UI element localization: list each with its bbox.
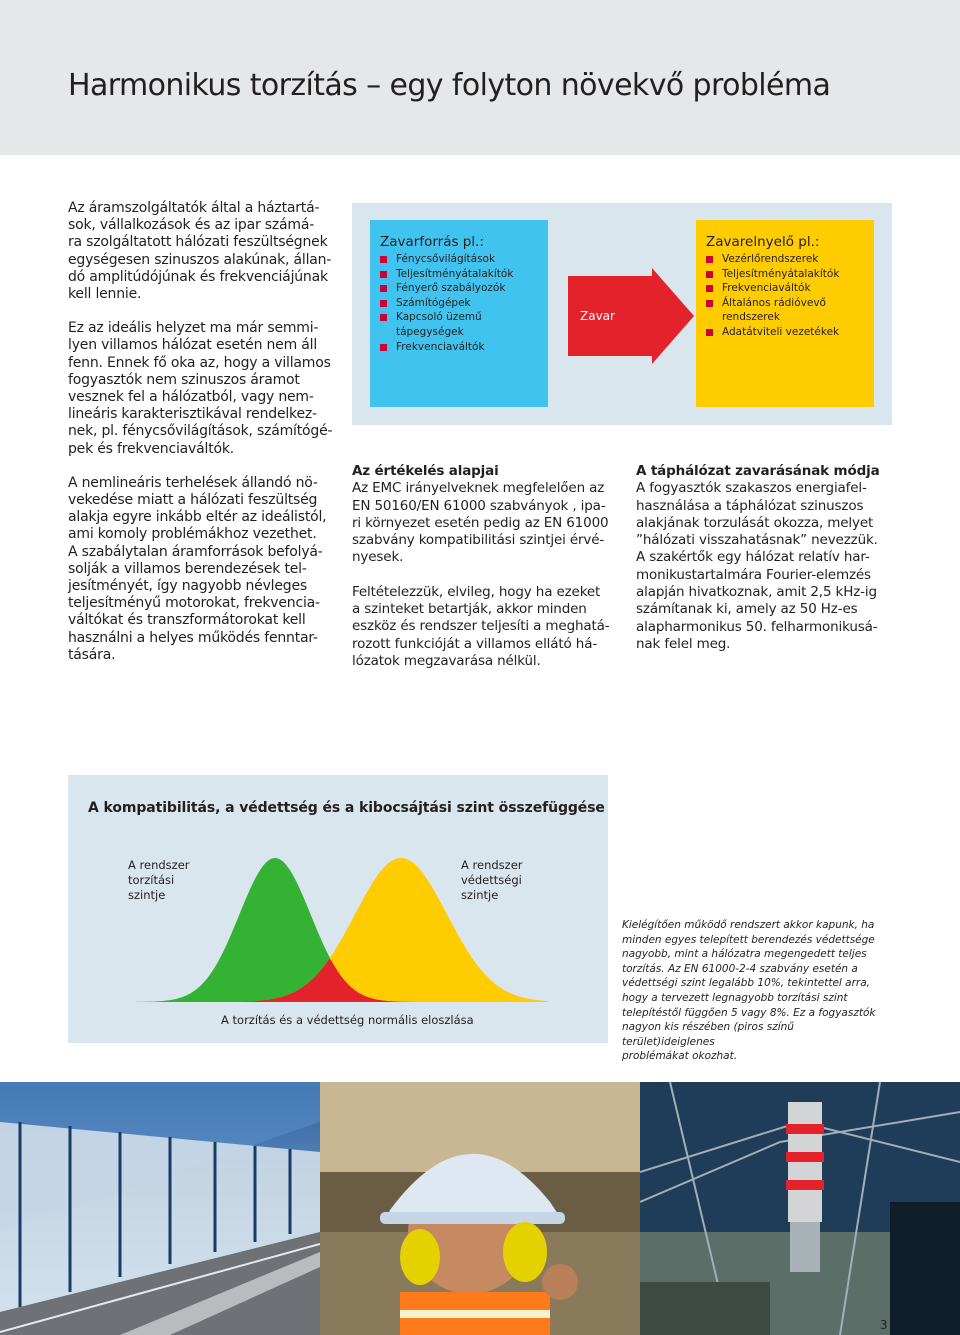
note-line: Kielégítően működő rendszert akkor kapunk, ha (622, 919, 875, 931)
square-bullet-icon (380, 256, 387, 263)
text-line: nak felel meg. (636, 635, 731, 652)
text-line: lyen villamos hálózat esetén nem áll (68, 337, 318, 354)
text-line: A fogyasztók szakaszos energiafel- (636, 480, 867, 497)
list-item (380, 281, 538, 296)
list-item-label: Teljesítményátalakítók (722, 267, 840, 280)
network-disturbance-heading: A táphálózat zavarásának módja (636, 463, 880, 479)
text-line: nyesek. (352, 549, 404, 566)
disturbance-source-list (380, 252, 538, 354)
note-line: hogy a tervezett legnagyobb torzítási szint (622, 991, 848, 1004)
text-line: Ez az ideális helyzet ma már semmi- (68, 320, 319, 337)
text-line: eszköz és rendszer teljesíti a meghatá- (352, 618, 610, 635)
disturbance-arrow-label: Zavar (580, 309, 615, 323)
square-bullet-icon (706, 300, 713, 307)
text-line: váltókat és transzformátorokat kell (68, 612, 306, 629)
evaluation-heading: Az értékelés alapjai (352, 463, 499, 479)
electrical-equipment-photo (640, 1082, 960, 1335)
text-line: ”hálózati visszahatásnak” nevezzük. (636, 532, 878, 549)
text-line: nek, pl. fénycsővilágítások, számítógé- (68, 423, 333, 440)
text-line: A szakértők egy hálózat relatív har- (636, 549, 870, 566)
list-item-label: Frekvenciaváltók (396, 340, 485, 353)
middle-column (352, 463, 617, 687)
text-line: lineáris karakterisztikával rendelkez- (68, 406, 317, 423)
disturbance-victim-title: Zavarelnyelő pl.: (706, 234, 820, 250)
text-line: alapharmonikus 50. felharmonikusá- (636, 618, 878, 635)
right-column (636, 463, 886, 653)
text-line: EN 50160/EN 61000 szabványok , ipa- (352, 497, 606, 514)
list-item-label: Fényerő szabályozók (396, 282, 506, 295)
text-line: solják a villamos berendezések tel- (68, 560, 307, 577)
text-line: pek és frekvenciaváltók. (68, 440, 235, 457)
text-line: lózatok megzavarása nélkül. (352, 652, 541, 669)
square-bullet-icon (706, 256, 713, 263)
note-line: problémákat okozhat. (622, 1050, 738, 1063)
list-item-label: Kapcsoló üzemű tápegységek (396, 311, 482, 338)
series-label-line: védettségi (461, 873, 522, 887)
network-disturbance-paragraph (636, 480, 886, 653)
square-bullet-icon (380, 300, 387, 307)
square-bullet-icon (380, 344, 387, 351)
compatibility-note (622, 918, 880, 1064)
list-item-label: Fénycsővilágítások (396, 253, 496, 265)
compatibility-chart-title: A kompatibilitás, a védettség és a kibocsájtási szint összefüggése (88, 800, 605, 816)
list-item (706, 252, 864, 267)
note-line: minden egyes telepített berendezés védettsége (622, 933, 875, 946)
list-item-label: Adatátviteli vezetékek (722, 325, 840, 338)
text-line: használni a helyes működés fenntar- (68, 629, 318, 646)
note-line: torzítás. Az EN 61000-2-4 szabvány esetén a (622, 962, 858, 975)
distribution-chart (68, 830, 608, 1010)
list-item (706, 325, 864, 340)
disturbance-source-box (370, 220, 548, 407)
page-number: 3 (880, 1318, 888, 1332)
distribution-caption: A torzítás és a védettség normális eloszlása (221, 1013, 474, 1027)
text-line: fogyasztók nem szinuszos áramot (68, 371, 300, 388)
text-line: alakja egyre inkább eltér az ideálistól, (68, 509, 327, 526)
left-paragraph-3 (68, 475, 340, 664)
worker-hardhat-photo (320, 1082, 640, 1335)
series-label-line: A rendszer (461, 858, 523, 872)
list-item (380, 340, 538, 355)
text-line: szabvány kompatibilitási szintjei érvé- (352, 532, 605, 549)
list-item-label: Teljesítményátalakítók (396, 267, 514, 280)
text-line: rozott funkcióját a villamos ellátó há- (352, 635, 598, 652)
disturbance-victim-list (706, 252, 864, 340)
page-title: Harmonikus torzítás – egy folyton növekvő probléma (68, 68, 831, 103)
note-line: nagyobb, mint a hálózatra megengedett teljes (622, 948, 867, 961)
list-item (706, 267, 864, 282)
text-line: alakjának torzulását okozza, melyet (636, 514, 874, 531)
list-item (380, 267, 538, 282)
text-line: dó amplitúdójúnak és frekvenciájúnak (68, 268, 328, 285)
text-line: ami komoly problémákhoz vezethet. (68, 526, 317, 543)
square-bullet-icon (380, 271, 387, 278)
square-bullet-icon (706, 285, 713, 292)
square-bullet-icon (706, 329, 713, 336)
text-line: tására. (68, 646, 116, 663)
list-item-label: Számítógépek (396, 296, 471, 309)
text-line: teljesítményű motorokat, frekvencia- (68, 595, 320, 612)
list-item (380, 310, 538, 339)
text-line: vekedése miatt a hálózati feszültség (68, 492, 318, 509)
square-bullet-icon (380, 285, 387, 292)
text-line: A nemlineáris terhelések állandó nö- (68, 474, 318, 491)
square-bullet-icon (706, 271, 713, 278)
list-item (706, 281, 864, 296)
text-line: ra szolgáltatott hálózati feszültségnek (68, 234, 328, 251)
text-line: Az áramszolgáltatók által a háztartá- (68, 200, 320, 216)
note-line: nagyon kis részében (piros színű terület)ideiglenes (622, 1021, 794, 1048)
text-line: Az EMC irányelveknek megfelelően az (352, 480, 605, 497)
left-paragraph-1 (68, 200, 340, 303)
text-line: a szinteket betartják, akkor minden (352, 601, 587, 618)
series-label-line: szintje (461, 888, 499, 902)
left-column (68, 200, 340, 681)
text-line: A szabálytalan áramforrások befolyá- (68, 543, 323, 560)
series-label-line: torzítási (128, 873, 175, 887)
text-line: alapján hivatkoznak, amit 2,5 kHz-ig (636, 584, 877, 601)
photo-strip (0, 1082, 960, 1335)
immunity-series-label (461, 858, 523, 903)
list-item-label: Általános rádióvevő rendszerek (722, 296, 826, 324)
evaluation-paragraph-1 (352, 480, 617, 566)
text-line: Feltételezzük, elvileg, hogy ha ezeket (352, 583, 601, 600)
list-item (380, 296, 538, 311)
text-line: számítanak ki, amely az 50 Hz-es (636, 601, 858, 618)
note-line: védettségi szint legalább 10%, tekintettel arra, (622, 977, 870, 990)
left-paragraph-2 (68, 320, 340, 458)
evaluation-paragraph-2 (352, 584, 617, 670)
list-item-label: Vezérlőrendszerek (722, 253, 819, 265)
text-line: monikustartalmára Fourier-elemzés (636, 566, 871, 583)
text-line: ri környezet esetén pedig az EN 61000 (352, 514, 609, 531)
text-line: kell lennie. (68, 286, 142, 303)
series-label-line: szintje (128, 888, 166, 902)
list-item-label: Frekvenciaváltók (722, 282, 811, 295)
disturbance-victim-box (696, 220, 874, 407)
text-line: jesítményét, így nagyobb névleges (68, 578, 307, 595)
text-line: használása a táphálózat szinuszos (636, 497, 864, 514)
disturbance-source-title: Zavarforrás pl.: (380, 234, 484, 250)
list-item (380, 252, 538, 267)
note-line: telepítéstől függően 5 vagy 8%. Ez a fogyasztók (622, 1006, 876, 1019)
text-line: egységesen szinuszos alakúnak, állan- (68, 251, 332, 268)
text-line: sok, vállalkozások és az ipar számá- (68, 217, 315, 234)
list-item (706, 296, 864, 325)
series-label-line: A rendszer (128, 858, 190, 872)
text-line: fenn. Ennek fő oka az, hogy a villamos (68, 354, 331, 371)
highway-noise-barrier-photo (0, 1082, 320, 1335)
distortion-series-label (128, 858, 190, 903)
text-line: vesznek fel a hálózatból, vagy nem- (68, 389, 314, 406)
square-bullet-icon (380, 314, 387, 321)
